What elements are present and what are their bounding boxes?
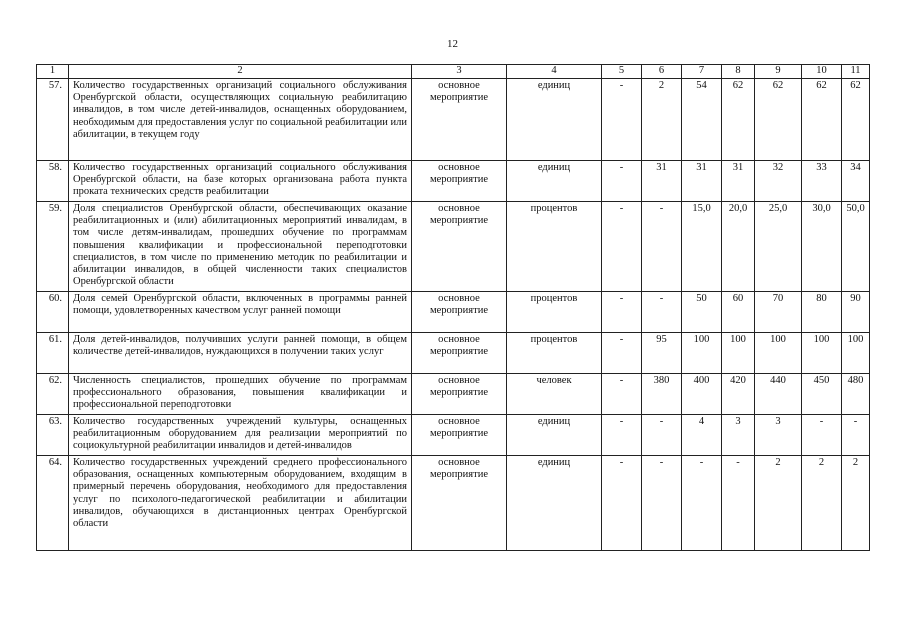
value-cell: 480: [842, 374, 870, 415]
indicator-type: основное мероприятие: [412, 161, 507, 202]
value-cell: -: [602, 374, 642, 415]
value-cell: 440: [755, 374, 802, 415]
indicator-type: основное мероприятие: [412, 79, 507, 161]
value-cell: 50: [682, 292, 722, 333]
value-cell: 62: [802, 79, 842, 161]
row-number: 63.: [37, 415, 69, 456]
indicator-type: основное мероприятие: [412, 374, 507, 415]
value-cell: 380: [642, 374, 682, 415]
value-cell: 100: [682, 333, 722, 374]
indicator-name: Доля семей Оренбургской области, включенных в программы ранней помощи, удовлетворенных качеством услуг ранней помощи: [69, 292, 412, 333]
value-cell: 100: [755, 333, 802, 374]
value-cell: -: [602, 333, 642, 374]
value-cell: 3: [755, 415, 802, 456]
value-cell: 31: [722, 161, 755, 202]
column-number: 5: [602, 65, 642, 79]
indicator-name: Доля детей-инвалидов, получивших услуги ранней помощи, в общем количестве детей-инвалидов, нуждающихся в получении таких услуг: [69, 333, 412, 374]
value-cell: 60: [722, 292, 755, 333]
value-cell: -: [682, 456, 722, 551]
unit-of-measure: процентов: [507, 333, 602, 374]
column-number: 8: [722, 65, 755, 79]
row-number: 62.: [37, 374, 69, 415]
value-cell: 20,0: [722, 202, 755, 292]
table-row: [37, 374, 870, 415]
value-cell: -: [842, 415, 870, 456]
row-number: 59.: [37, 202, 69, 292]
table-row: [37, 292, 870, 333]
column-number: 11: [842, 65, 870, 79]
column-number: 9: [755, 65, 802, 79]
row-number: 60.: [37, 292, 69, 333]
indicator-type: основное мероприятие: [412, 456, 507, 551]
value-cell: 100: [842, 333, 870, 374]
value-cell: 25,0: [755, 202, 802, 292]
indicator-type: основное мероприятие: [412, 202, 507, 292]
value-cell: -: [802, 415, 842, 456]
value-cell: 31: [642, 161, 682, 202]
column-number: 3: [412, 65, 507, 79]
table-row: [37, 202, 870, 292]
column-number: 2: [69, 65, 412, 79]
value-cell: 2: [642, 79, 682, 161]
indicator-type: основное мероприятие: [412, 333, 507, 374]
value-cell: -: [602, 161, 642, 202]
value-cell: -: [642, 456, 682, 551]
page-number: 12: [447, 38, 458, 50]
value-cell: -: [602, 456, 642, 551]
indicator-name: Количество государственных учреждений среднего профессионального образования, оснащенных компьютерным оборудованием, входящим в примерный перечень оборудования, необходимого для предоставления услуг по психолого-педагогической реабилитации и абилитации инвалидов, обучающихся в дистанционных центрах Оренбургской области: [69, 456, 412, 551]
row-number: 64.: [37, 456, 69, 551]
value-cell: -: [722, 456, 755, 551]
value-cell: -: [602, 415, 642, 456]
unit-of-measure: процентов: [507, 292, 602, 333]
value-cell: 2: [842, 456, 870, 551]
unit-of-measure: единиц: [507, 415, 602, 456]
value-cell: 62: [722, 79, 755, 161]
value-cell: 30,0: [802, 202, 842, 292]
indicator-name: Количество государственных учреждений культуры, оснащенных реабилитационным оборудованием для реализации мероприятий по социокультурной реабилитации инвалидов и детей-инвалидов: [69, 415, 412, 456]
column-number: 6: [642, 65, 682, 79]
table-row: [37, 79, 870, 161]
value-cell: 3: [722, 415, 755, 456]
value-cell: 90: [842, 292, 870, 333]
value-cell: -: [602, 292, 642, 333]
indicator-type: основное мероприятие: [412, 292, 507, 333]
column-number: 7: [682, 65, 722, 79]
value-cell: 15,0: [682, 202, 722, 292]
row-number: 61.: [37, 333, 69, 374]
value-cell: 34: [842, 161, 870, 202]
value-cell: 62: [842, 79, 870, 161]
value-cell: 2: [802, 456, 842, 551]
value-cell: 420: [722, 374, 755, 415]
value-cell: 33: [802, 161, 842, 202]
unit-of-measure: процентов: [507, 202, 602, 292]
value-cell: -: [642, 202, 682, 292]
unit-of-measure: единиц: [507, 456, 602, 551]
value-cell: 450: [802, 374, 842, 415]
value-cell: 100: [722, 333, 755, 374]
value-cell: -: [642, 415, 682, 456]
value-cell: 54: [682, 79, 722, 161]
column-number-row: [37, 65, 870, 79]
column-number: 4: [507, 65, 602, 79]
value-cell: 4: [682, 415, 722, 456]
indicator-name: Доля специалистов Оренбургской области, обеспечивающих оказание реабилитационных и (или) абилитационных мероприятий инвалидам, в том числе детям-инвалидам, прошедших обучение по программам повышения квалификации и профессиональной переподготовки специалистов, в том числе по применению методик по реабилитации и абилитации инвалидов, в общей численности таких специалистов Оренбургской области: [69, 202, 412, 292]
unit-of-measure: единиц: [507, 79, 602, 161]
value-cell: 50,0: [842, 202, 870, 292]
indicator-name: Численность специалистов, прошедших обучение по программам профессионального образования, повышения квалификации и профессиональной переподготовки: [69, 374, 412, 415]
value-cell: 2: [755, 456, 802, 551]
indicator-name: Количество государственных организаций социального обслуживания Оренбургской области, осуществляющих социальную реабилитацию инвалидов, в том числе детей-инвалидов, оснащенных оборудованием, необходимым для предоставления услуг по социальной реабилитации или абилитации, в текущем году: [69, 79, 412, 161]
value-cell: 31: [682, 161, 722, 202]
value-cell: -: [602, 202, 642, 292]
table-row: [37, 456, 870, 551]
value-cell: 95: [642, 333, 682, 374]
unit-of-measure: человек: [507, 374, 602, 415]
unit-of-measure: единиц: [507, 161, 602, 202]
value-cell: 80: [802, 292, 842, 333]
indicator-type: основное мероприятие: [412, 415, 507, 456]
table-row: [37, 415, 870, 456]
table-body: [37, 65, 870, 551]
table-row: [37, 333, 870, 374]
value-cell: 70: [755, 292, 802, 333]
row-number: 58.: [37, 161, 69, 202]
value-cell: -: [602, 79, 642, 161]
table-row: [37, 161, 870, 202]
indicator-name: Количество государственных организаций социального обслуживания Оренбургской области, на базе которых организована работа пункта проката технических средств реабилитации: [69, 161, 412, 202]
column-number: 1: [37, 65, 69, 79]
value-cell: 32: [755, 161, 802, 202]
indicators-table: [36, 64, 870, 551]
column-number: 10: [802, 65, 842, 79]
value-cell: -: [642, 292, 682, 333]
value-cell: 62: [755, 79, 802, 161]
value-cell: 400: [682, 374, 722, 415]
row-number: 57.: [37, 79, 69, 161]
value-cell: 100: [802, 333, 842, 374]
